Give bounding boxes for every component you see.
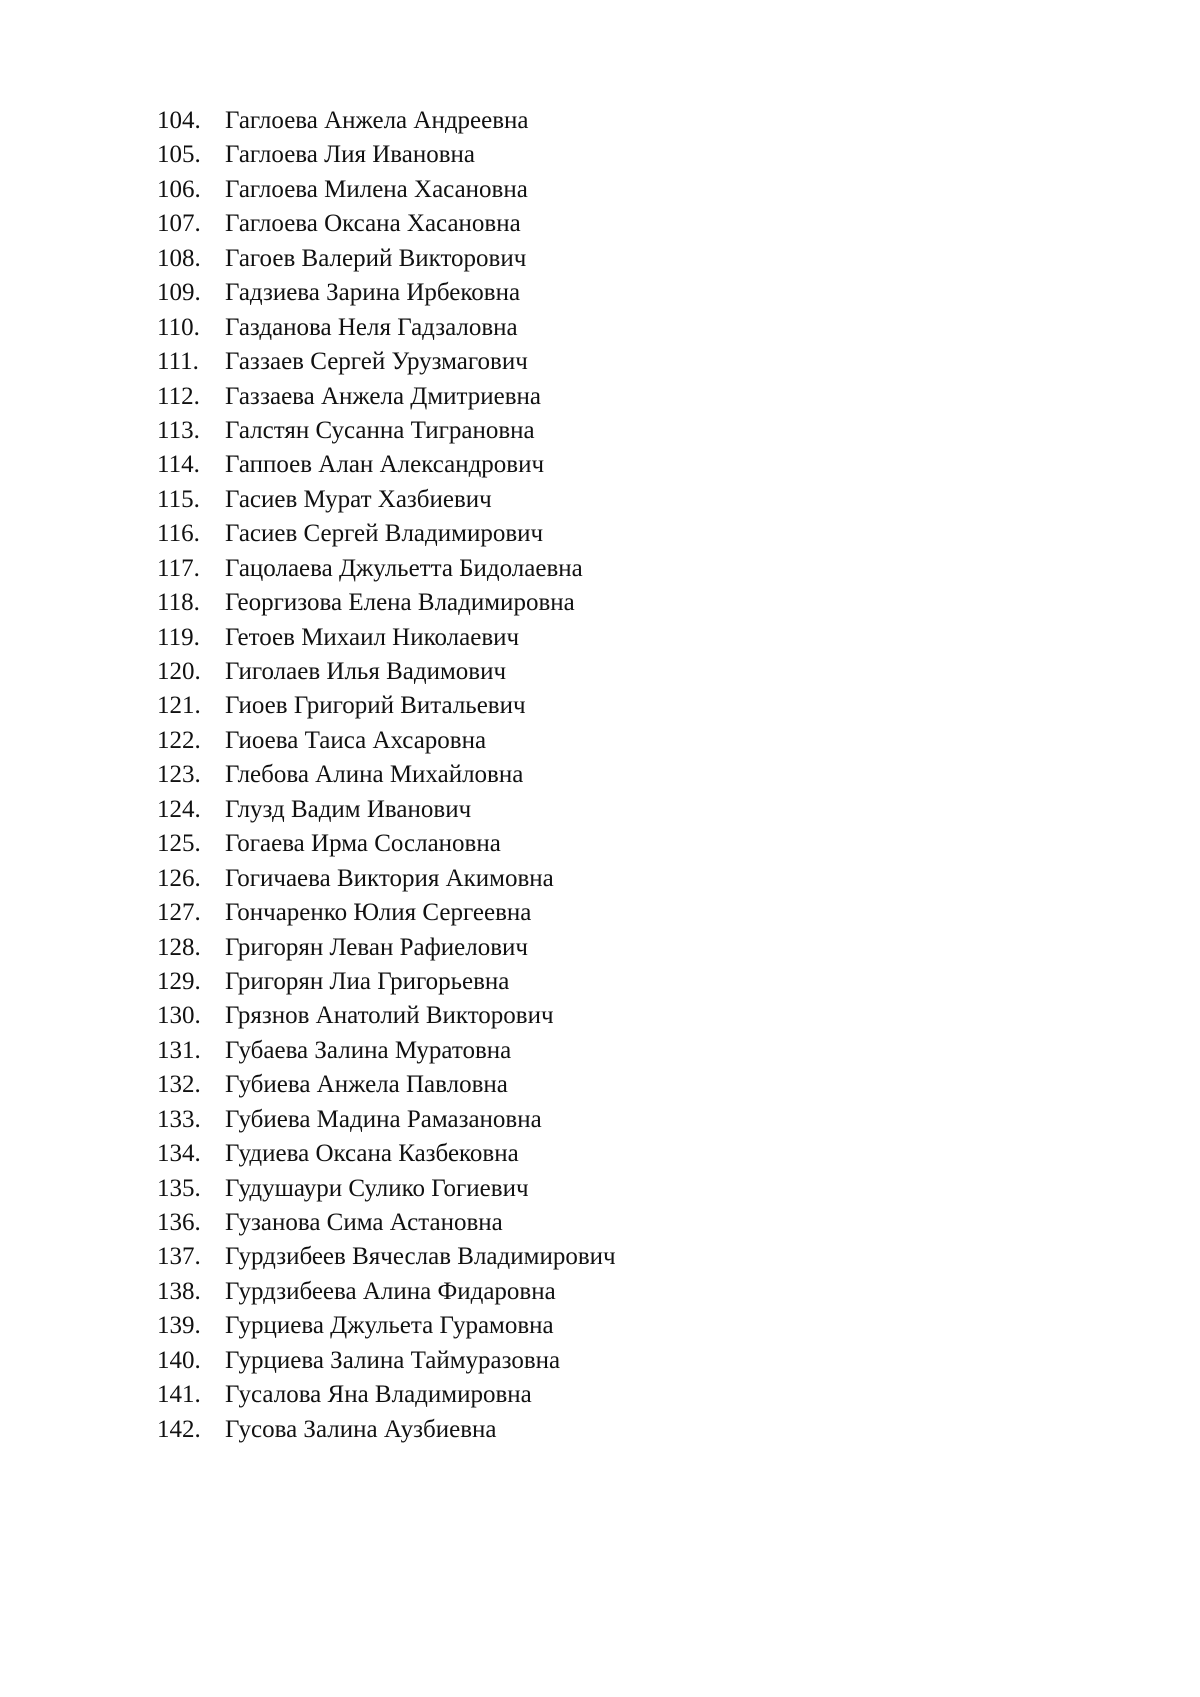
list-item-name: Газданова Неля Гадзаловна xyxy=(225,313,518,341)
list-item-number: 136. xyxy=(157,1209,201,1236)
list-item-number: 131. xyxy=(157,1036,201,1064)
list-item-number: 124. xyxy=(157,795,201,823)
list-item-name: Губиева Анжела Павловна xyxy=(225,1071,508,1099)
list-item-number: 112. xyxy=(157,382,200,410)
list-item-number: 113. xyxy=(157,416,200,444)
list-item-name: Гаппоев Алан Александрович xyxy=(225,451,545,479)
list-item-name: Гаглоева Лия Ивановна xyxy=(225,141,475,169)
list-item-number: 138. xyxy=(157,1277,201,1305)
list-item-number: 114. xyxy=(157,451,200,479)
list-item-number: 130. xyxy=(157,1002,201,1030)
list-item-name: Гусова Залина Аузбиевна xyxy=(225,1415,497,1443)
list-item-name: Гиоева Таиса Ахсаровна xyxy=(225,726,487,754)
list-item-name: Губиева Мадина Рамазановна xyxy=(225,1105,542,1133)
list-item-name: Гиголаев Илья Вадимович xyxy=(225,658,507,685)
list-item-number: 105. xyxy=(157,141,201,169)
list-item-name: Газзаева Анжела Дмитриевна xyxy=(225,382,542,410)
list-item-name: Григорян Леван Рафиелович xyxy=(225,933,529,961)
list-item-number: 107. xyxy=(157,210,201,238)
list-item-number: 118. xyxy=(157,589,200,617)
list-item-name: Гиоев Григорий Витальевич xyxy=(225,692,526,720)
list-item-number: 135. xyxy=(157,1174,201,1202)
list-item-number: 115. xyxy=(157,485,200,513)
list-item-name: Губаева Залина Муратовна xyxy=(225,1036,512,1064)
list-item-name: Гурдзибеева Алина Фидаровна xyxy=(225,1277,556,1305)
list-item-number: 132. xyxy=(157,1071,201,1099)
list-item-number: 121. xyxy=(157,692,201,720)
list-item-name: Гудиева Оксана Казбековна xyxy=(225,1140,519,1168)
list-item-number: 110. xyxy=(157,313,200,341)
list-item-number: 140. xyxy=(157,1346,201,1374)
list-item-name: Григорян Лиа Григорьевна xyxy=(225,967,510,995)
list-item-name: Гурдзибеев Вячеслав Владимирович xyxy=(225,1243,616,1271)
list-item-name: Гурциева Залина Таймуразовна xyxy=(225,1346,561,1374)
list-item-number: 123. xyxy=(157,761,201,789)
list-item-name: Гогичаева Виктория Акимовна xyxy=(225,864,554,892)
list-item-number: 134. xyxy=(157,1140,201,1168)
list-item-number: 117. xyxy=(157,554,200,582)
list-item-number: 104. xyxy=(157,107,201,134)
list-item-number: 109. xyxy=(157,279,201,307)
list-item-name: Гетоев Михаил Николаевич xyxy=(225,623,520,651)
list-item-name: Гаглоева Милена Хасановна xyxy=(225,175,528,203)
list-item-number: 139. xyxy=(157,1312,201,1340)
list-item-number: 127. xyxy=(157,899,201,927)
list-item-name: Грязнов Анатолий Викторович xyxy=(225,1002,554,1030)
list-item-number: 116. xyxy=(157,520,200,548)
list-item-number: 128. xyxy=(157,933,201,961)
list-item-name: Гаглоева Оксана Хасановна xyxy=(225,210,521,238)
list-item-number: 126. xyxy=(157,864,201,892)
list-item-number: 122. xyxy=(157,726,201,754)
list-item-number: 133. xyxy=(157,1105,201,1133)
list-item-name: Галстян Сусанна Тиграновна xyxy=(225,416,535,444)
list-item-number: 129. xyxy=(157,967,201,995)
list-item-number: 142. xyxy=(157,1415,201,1443)
list-item-name: Гагоев Валерий Викторович xyxy=(225,244,527,272)
list-item-name: Гузанова Сима Астановна xyxy=(225,1209,503,1236)
list-item-name: Георгизова Елена Владимировна xyxy=(225,589,575,617)
list-item-name: Гусалова Яна Владимировна xyxy=(225,1381,532,1409)
list-item-name: Гаглоева Анжела Андреевна xyxy=(225,107,529,134)
list-item-number: 111. xyxy=(157,348,199,376)
list-item-number: 106. xyxy=(157,175,201,203)
list-item-number: 119. xyxy=(157,623,200,651)
list-item-name: Гадзиева Зарина Ирбековна xyxy=(225,279,521,307)
list-item-name: Гасиев Мурат Хазбиевич xyxy=(225,485,492,513)
list-item-name: Гудушаури Сулико Гогиевич xyxy=(225,1174,529,1202)
list-item-number: 141. xyxy=(157,1381,201,1409)
list-item-number: 125. xyxy=(157,830,201,858)
list-item-name: Газзаев Сергей Урузмагович xyxy=(225,348,528,376)
list-item-number: 120. xyxy=(157,658,201,685)
list-item-name: Гончаренко Юлия Сергеевна xyxy=(225,899,532,927)
list-item-number: 108. xyxy=(157,244,201,272)
list-item-name: Глебова Алина Михайловна xyxy=(225,761,524,789)
list-item-name: Гурциева Джульета Гурамовна xyxy=(225,1312,554,1340)
list-item-name: Гогаева Ирма Сослановна xyxy=(225,830,501,858)
list-item-name: Гасиев Сергей Владимирович xyxy=(225,520,544,548)
list-item-name: Глузд Вадим Иванович xyxy=(225,795,472,823)
list-item-number: 137. xyxy=(157,1243,201,1271)
list-item-name: Гацолаева Джульетта Бидолаевна xyxy=(225,554,583,582)
